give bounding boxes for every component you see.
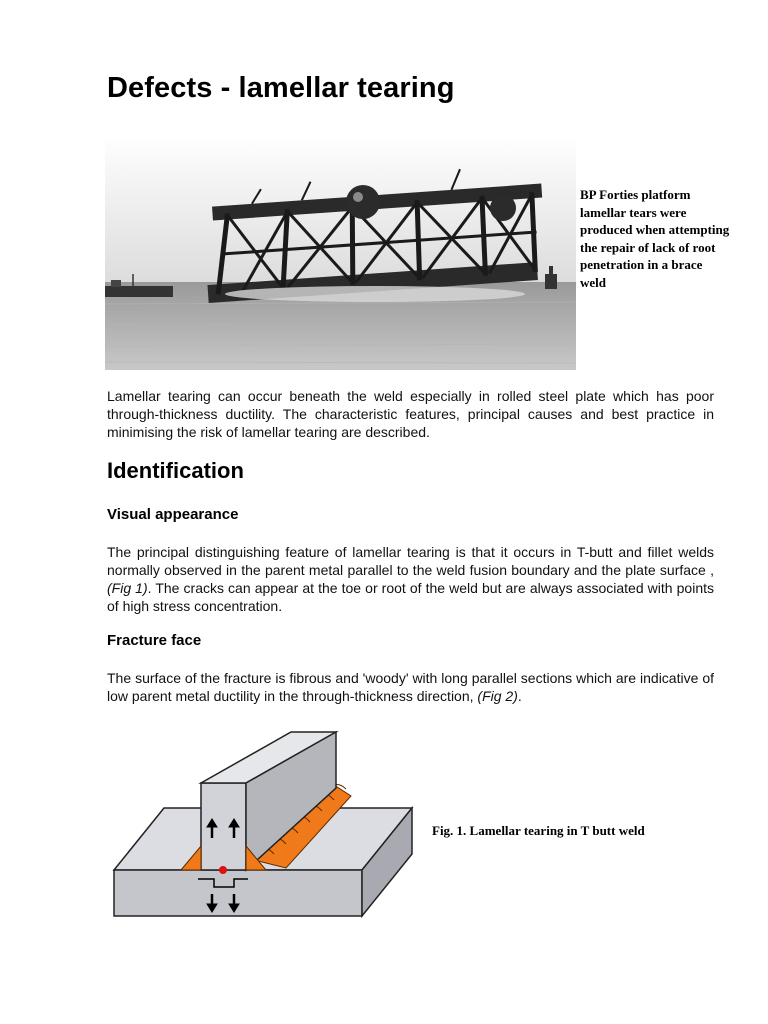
figure1-caption: Fig. 1. Lamellar tearing in T butt weld bbox=[432, 823, 645, 838]
section-heading-identification: Identification bbox=[107, 458, 244, 483]
photo-caption: BP Forties platform lamellar tears were produced when attempting the repair of lack of root penetration in a brace weld bbox=[580, 187, 730, 290]
platform-photo bbox=[105, 134, 576, 370]
subheading-fracture-face: Fracture face bbox=[107, 632, 202, 649]
subheading-visual-appearance: Visual appearance bbox=[107, 506, 239, 523]
visual-appearance-paragraph: The principal distinguishing feature of lamellar tearing is that it occurs in T-butt and fillet welds normally observed in the parent metal parallel to the weld fusion boundary and the plate surface , (Fig 1). The cracks can appear at the toe or root of the weld but are always associated with points of high stress concentration. bbox=[107, 544, 715, 614]
page-title: Defects - lamellar tearing bbox=[107, 72, 455, 104]
fracture-face-paragraph: The surface of the fracture is fibrous and 'woody' with long parallel sections which are indicative of low parent metal ductility in the through-thickness direction, (Fig 2). bbox=[107, 670, 714, 704]
fig1-reference: (Fig 1) bbox=[107, 580, 148, 596]
t-butt-weld-diagram bbox=[106, 728, 416, 920]
fig2-reference: (Fig 2) bbox=[477, 688, 518, 704]
intro-paragraph: Lamellar tearing can occur beneath the weld especially in rolled steel plate which has poor through-thickness ductility. The characteristic features, principal causes and best practice in minimising the risk of lamellar tearing are described. bbox=[107, 388, 714, 440]
